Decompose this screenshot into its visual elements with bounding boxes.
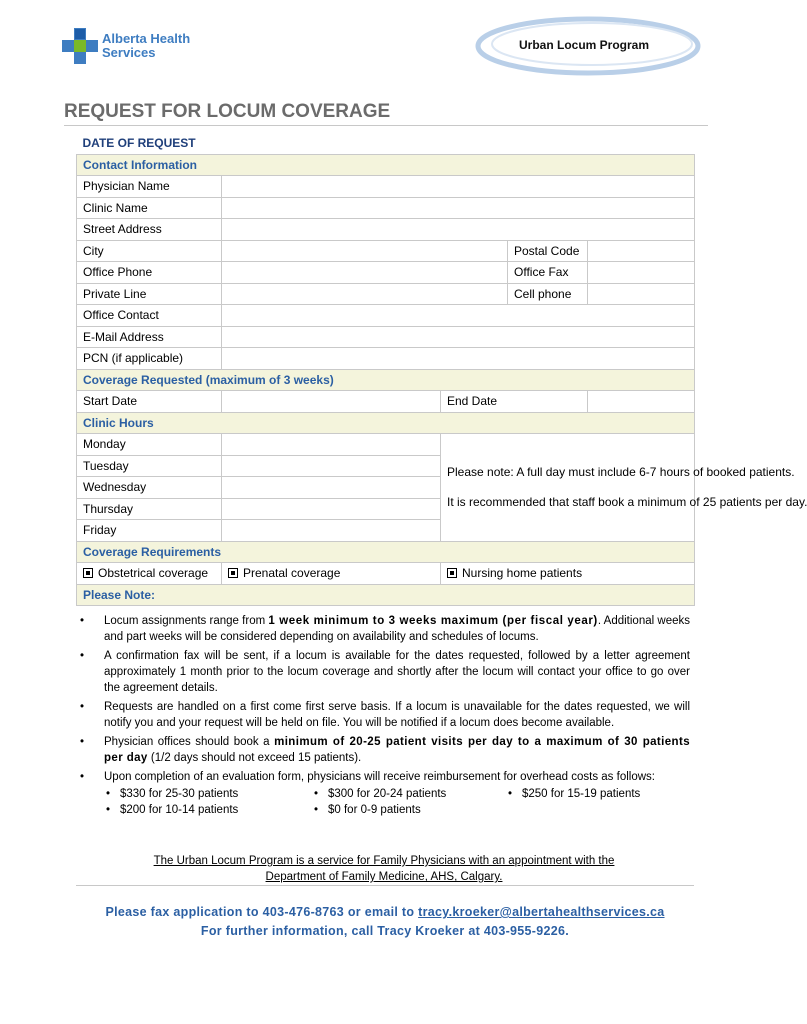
requirements-row: [77, 563, 695, 585]
street-address-label: Street Address: [77, 219, 222, 241]
prenatal-option[interactable]: [222, 563, 441, 585]
email-row: [77, 326, 695, 348]
office-phone-field[interactable]: [222, 262, 508, 284]
request-form-table: [76, 133, 807, 606]
page-title: REQUEST FOR LOCUM COVERAGE: [64, 101, 391, 122]
program-name: Urban Locum Program: [519, 38, 650, 52]
fee-item: • $200 for 10-14 patients: [120, 802, 238, 818]
please-note-header: [77, 584, 695, 606]
service-statement: [78, 853, 690, 885]
note-item: • Upon completion of an evaluation form, physicians will receive reimbursement for overhead costs as follows:: [78, 769, 690, 785]
day-label: Thursday: [77, 498, 222, 520]
note-text: Locum assignments range from: [104, 615, 269, 627]
logo-wordmark: [102, 32, 190, 60]
nursing-home-option[interactable]: [441, 563, 695, 585]
start-date-field[interactable]: [222, 391, 441, 413]
fax-text: Please fax application to 403-476-8763 or email to: [105, 905, 419, 919]
date-of-request-label: DATE OF REQUEST: [77, 133, 695, 154]
notes-list: [78, 613, 690, 820]
day-label: Tuesday: [77, 455, 222, 477]
email-field[interactable]: [222, 326, 695, 348]
office-contact-field[interactable]: [222, 305, 695, 327]
hours-note-2: It is recommended that staff book a minimum of 25 patients per day.: [447, 495, 807, 510]
pcn-label: PCN (if applicable): [77, 348, 222, 370]
hours-note-1: Please note: A full day must include 6-7 hours of booked patients.: [447, 465, 795, 480]
day-row: [77, 434, 695, 456]
logo-line2: Services: [102, 45, 156, 60]
fee-item: • $330 for 25-30 patients: [120, 786, 238, 802]
checkbox-icon[interactable]: [228, 568, 238, 578]
requirements-section-title: Coverage Requirements: [77, 541, 695, 563]
office-contact-row: [77, 305, 695, 327]
street-address-row: [77, 219, 695, 241]
checkbox-icon[interactable]: [83, 568, 93, 578]
end-date-label: End Date: [441, 391, 588, 413]
option-label: Prenatal coverage: [243, 566, 341, 581]
contact-footer: [76, 903, 694, 941]
note-text: . Additional weeks and part weeks will be considered depending on availability and schedules of locums.: [104, 615, 690, 643]
contact-section-title: Contact Information: [77, 154, 695, 176]
friday-hours-field[interactable]: [222, 520, 441, 542]
thursday-hours-field[interactable]: [222, 498, 441, 520]
day-label: Wednesday: [77, 477, 222, 499]
footer-divider: [76, 885, 694, 886]
city-label: City: [77, 240, 222, 262]
hours-section-title: Clinic Hours: [77, 412, 695, 434]
fee-item: • $0 for 0-9 patients: [328, 802, 421, 818]
info-line: For further information, call Tracy Kroeker at 403-955-9226.: [200, 924, 570, 938]
physician-name-field[interactable]: [222, 176, 695, 198]
office-fax-field[interactable]: [588, 262, 695, 284]
contact-section-header: [77, 154, 695, 176]
hours-section-header: [77, 412, 695, 434]
office-phone-label: Office Phone: [77, 262, 222, 284]
hours-note: [441, 434, 807, 542]
pcn-row: [77, 348, 695, 370]
fee-item: • $300 for 20-24 patients: [328, 786, 446, 802]
city-field[interactable]: [222, 240, 508, 262]
street-address-field[interactable]: [222, 219, 695, 241]
service-line-2: Department of Family Medicine, AHS, Calgary.: [265, 871, 503, 883]
ahs-cross-icon: [62, 28, 98, 64]
postal-code-field[interactable]: [588, 240, 695, 262]
pcn-field[interactable]: [222, 348, 695, 370]
office-phone-row: [77, 262, 695, 284]
start-date-label: Start Date: [77, 391, 222, 413]
note-text: (1/2 days should not exceed 15 patients).: [147, 752, 362, 764]
tuesday-hours-field[interactable]: [222, 455, 441, 477]
email-link[interactable]: tracy.kroeker@albertahealthservices.ca: [418, 905, 665, 919]
physician-name-row: [77, 176, 695, 198]
service-line-1: The Urban Locum Program is a service for Family Physicians with an appointment with the: [153, 855, 615, 867]
option-label: Obstetrical coverage: [98, 566, 209, 581]
date-of-request-row: [77, 133, 695, 154]
fee-schedule: [78, 786, 690, 820]
day-label: Friday: [77, 520, 222, 542]
note-item: • Requests are handled on a first come first serve basis. If a locum is unavailable for the dates requested, we will notify you and your request will be held on file. You will be notified if a locum does become available.: [78, 699, 690, 731]
please-note-title: Please Note:: [77, 584, 695, 606]
clinic-name-label: Clinic Name: [77, 197, 222, 219]
private-line-label: Private Line: [77, 283, 222, 305]
checkbox-icon[interactable]: [447, 568, 457, 578]
private-line-row: [77, 283, 695, 305]
coverage-section-title: Coverage Requested (maximum of 3 weeks): [77, 369, 695, 391]
fee-item: • $250 for 15-19 patients: [522, 786, 640, 802]
monday-hours-field[interactable]: [222, 434, 441, 456]
note-text: Physician offices should book a: [104, 736, 275, 748]
email-label: E-Mail Address: [77, 326, 222, 348]
option-label: Nursing home patients: [462, 566, 583, 581]
wednesday-hours-field[interactable]: [222, 477, 441, 499]
dates-row: [77, 391, 695, 413]
obstetrical-option[interactable]: [77, 563, 222, 585]
requirements-section-header: [77, 541, 695, 563]
office-contact-label: Office Contact: [77, 305, 222, 327]
note-emphasis: minimum of 20-25 patient visits per day to a maximum of 30 patients per day: [104, 736, 690, 764]
office-fax-label: Office Fax: [508, 262, 588, 284]
logo-line1: Alberta Health: [102, 31, 191, 46]
cell-phone-label: Cell phone: [508, 283, 588, 305]
note-item: • A confirmation fax will be sent, if a locum is available for the dates requested, followed by a letter agreement approximately 1 month prior to the locum coverage and shortly after the locum will contact your office to go over the agreement details.: [78, 648, 690, 696]
city-row: [77, 240, 695, 262]
physician-name-label: Physician Name: [77, 176, 222, 198]
note-emphasis: 1 week minimum to 3 weeks maximum (per fiscal year): [268, 615, 598, 627]
end-date-field[interactable]: [588, 391, 695, 413]
note-item: [78, 734, 690, 766]
cell-phone-field[interactable]: [588, 283, 695, 305]
note-item: [78, 613, 690, 645]
ahs-logo: [62, 28, 192, 66]
private-line-field[interactable]: [222, 283, 508, 305]
postal-code-label: Postal Code: [508, 240, 588, 262]
day-label: Monday: [77, 434, 222, 456]
clinic-name-field[interactable]: [222, 197, 695, 219]
clinic-name-row: [77, 197, 695, 219]
fax-line: [76, 903, 694, 922]
title-divider: [64, 125, 708, 126]
coverage-section-header: [77, 369, 695, 391]
